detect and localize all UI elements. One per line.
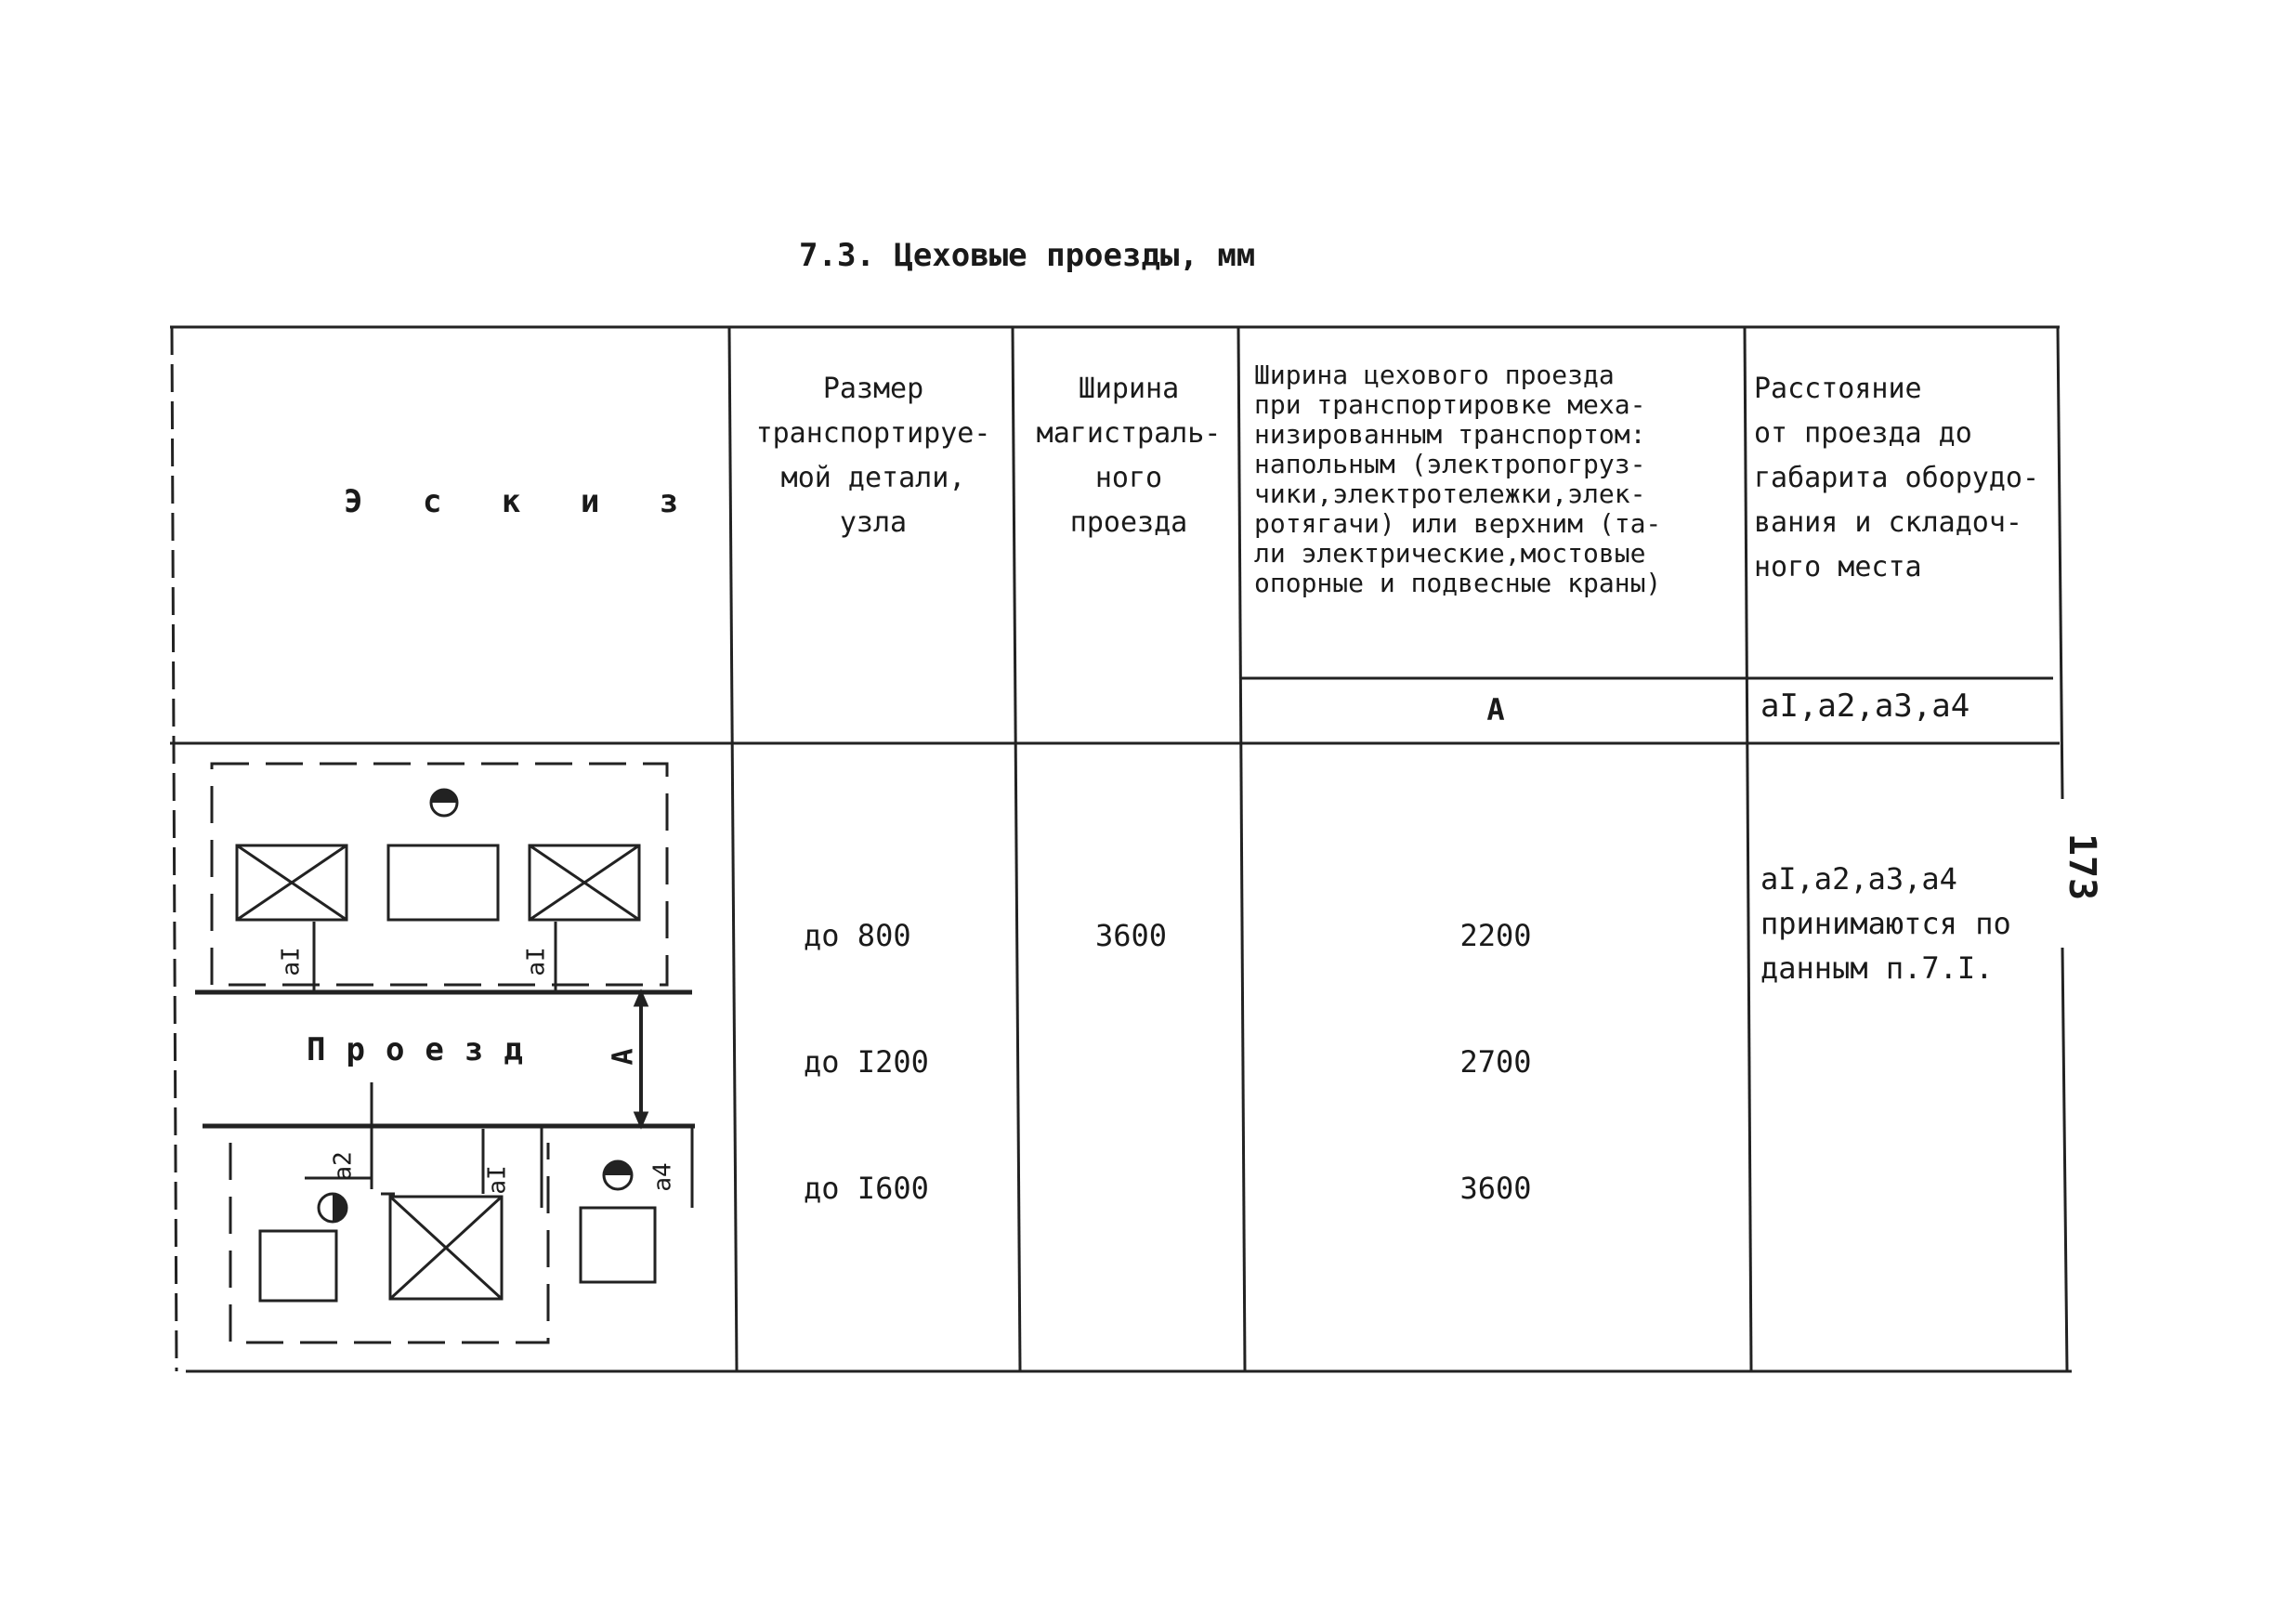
lower-plain-box-left	[260, 1231, 336, 1301]
header-sketch: Э с к и з	[344, 483, 700, 520]
label-a1-right: aI	[522, 947, 551, 976]
table-title: 7.3. Цеховые проезды, мм	[799, 237, 1256, 274]
upper-crossed-box-right	[530, 845, 639, 920]
label-a-big: А	[607, 1048, 640, 1066]
page-number: 173	[2061, 832, 2104, 901]
label-a4: a4	[648, 1162, 677, 1192]
subheader-a: А	[1486, 692, 1505, 727]
shop-width-item: 2200	[1459, 918, 1532, 953]
worker-position-icon-top	[431, 790, 457, 816]
worker-position-icon-lower-right	[604, 1161, 632, 1189]
header-distance: Расстояние от проезда до габарита оборудо- вания и складоч- ного места	[1754, 373, 2040, 583]
label-a1-left: aI	[277, 947, 306, 976]
lower-plain-box-right	[581, 1208, 655, 1282]
upper-crossed-box-left	[237, 845, 347, 920]
header-shop-width: Ширина цехового проезда при транспортировке меха- низированным транспортом: напольным (электропогруз- чики,электротележки,элек- ротягачи) или верхним (та- ли электрические,мостовые опорные и подвесные краны)	[1254, 360, 1662, 598]
subheader-a-list: aI,a2,a3,a4	[1760, 688, 1970, 725]
label-a2: a2	[329, 1151, 358, 1181]
part-size-item: до I600	[804, 1171, 929, 1206]
header-part-size: Размер транспортируе- мой детали, узла	[755, 373, 991, 539]
part-size-item: до I200	[804, 1044, 929, 1080]
label-a1-bottom: aI	[483, 1165, 512, 1195]
upper-plain-box	[388, 845, 498, 920]
distance-note: aI,a2,a3,a4 принимаются по данным п.7.I.	[1760, 861, 2011, 986]
shop-width-item: 2700	[1459, 1044, 1532, 1080]
main-width-value: 3600	[1094, 918, 1168, 953]
part-size-item: до 800	[804, 918, 911, 953]
worker-position-icon-lower-left	[319, 1194, 347, 1222]
passage-label: Проезд	[307, 1031, 543, 1068]
lower-crossed-box	[390, 1197, 502, 1299]
header-main-width: Ширина магистраль- ного проезда	[1036, 373, 1222, 539]
shop-width-item: 3600	[1459, 1171, 1532, 1206]
